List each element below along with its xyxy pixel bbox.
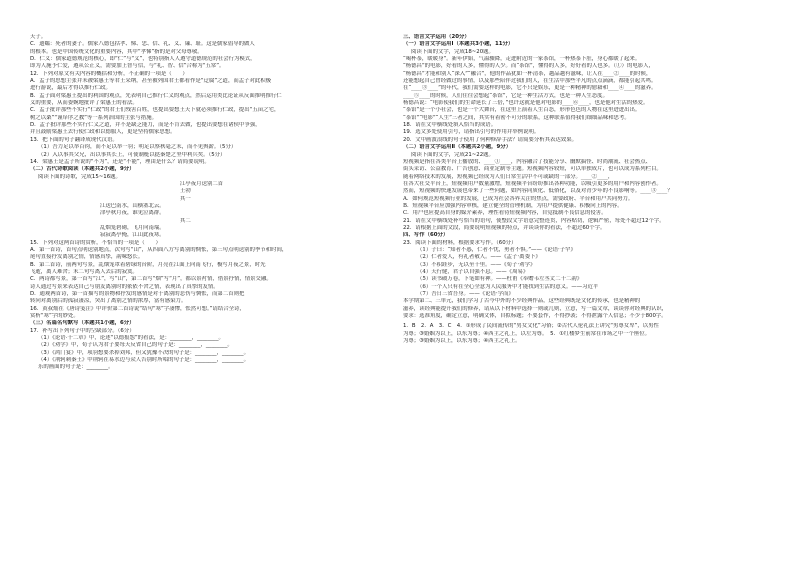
left-column-line: 义的重要，从而委婉地批评了梁惠王的看法。 (30, 100, 138, 107)
left-column-line: 13．把下面的句子翻译成现代汉语。 (30, 136, 118, 143)
right-column-line: （5）读书破万卷，下笔如有神。——杜甫《奉赠韦左丞丈二十二韵》 (417, 276, 583, 283)
left-column-line: （4）《荆轲刺秦王》中荆轲在易水边与众人告别时所唱的句子是：________，________。 (38, 357, 249, 364)
left-column-line: 江亭夜月送别二首 (180, 180, 224, 187)
right-column-line: 四、写作（60分） (403, 232, 449, 239)
right-column-line: 阅读下面的文字，完成21~22题。 (411, 151, 494, 158)
left-column-line: 转向对离别后的孤寂凄凉，突出了离别之情的浓厚，富有感染力。 (30, 298, 187, 305)
left-column-line: 12．下列对原文有关内容的概括和分析，不正确的一项是（ ） (30, 70, 188, 77)
left-column-line: 王勃 (180, 188, 191, 195)
right-column-line: （1）子曰：“知者不惑，仁者不忧，勇者不惧。”——《论语·子罕》 (417, 246, 576, 253)
left-column-line: （三）名篇名句默写（本题共1小题，6分） (30, 320, 135, 327)
left-column-line: （2）入以事其父兄，出以事其长上，可使制梃以挞秦楚之坚甲利兵矣。（5分） (38, 151, 226, 158)
left-column-line: B．第二首诗，前两句写景，乱烟笼罩着碧绿的台阶，月亮在江面上向南飞行，极写月夜之景，时光 (30, 261, 266, 268)
right-column-line: ____⑤____的时候，人们往往会想起“茶馆”，它是一种生活方式，也是一种人生态度。 (403, 92, 608, 99)
right-column-line: “杨德昌”才能和别人“深入”“融合”，他的作品犹如一杯清茶，越品越有滋味，让人在____②____的时候， (403, 70, 652, 77)
right-column (403, 34, 781, 345)
right-column-line: 三、语言文字运用（20分） (403, 34, 470, 40)
left-column-line: （3）《鸿门宴》中，项羽想要杀掉刘邦，但又犹豫不决的句子是：________，________。 (38, 349, 249, 356)
right-column-line: 20．文中画波浪线的句子使用了何种修辞手法？请简要分析其表达效果。 (403, 136, 577, 143)
right-column-line: （3）不积跬步，无以至千里。——《荀子·劝学》 (417, 261, 536, 268)
right-column-line: 为尊；③婚姻为以上，以东为尊；④西主之礼上。 (403, 338, 521, 345)
right-column-line: “茶馆”是一个小社会，也是一个大舞台，在这里上演着人生百态，形形色色的人物在这里进进出出。 (403, 107, 641, 114)
left-column-line: 乐的画面的句子是：________。 (38, 364, 114, 371)
right-column-line: （二）语言文字运用Ⅱ（本题共2小题，9分） (403, 144, 512, 151)
right-column-line: （2）仁者爱人，有礼者敬人。——《孟子·离娄下》 (417, 254, 541, 261)
right-column-line: 阅读下面的文字，完成18~20题。 (411, 48, 494, 55)
right-column-line: 随着网络技术的发展，短视频已经成为人们日常生活中不可或缺的一部分。____②____， (403, 173, 614, 180)
left-column-line: 的根本。也是中国传统文化的重要内容，其中“孝悌”指的是对父母尊敬。 (30, 48, 203, 55)
left-column-line: 江送巴南水，山横塞北云。 (100, 202, 165, 209)
right-column-line: “喝杯茶，暖暖身”。新年伊始，气温骤降，走进附近的一家茶馆，一杯热茶下肚，身心都暖了起来。 (403, 56, 641, 63)
left-column-line: 其二 (180, 217, 191, 224)
left-column-line: 乱烟笼碧砌，飞月向南端。 (100, 224, 165, 231)
right-column-line: 滋养，读经典能提升我们的修养，请从以下材料中选择一则或几则，立意，写一篇文章，谈谈你对经典的认识， (403, 305, 668, 312)
right-column-line: 街头采访、公益教育、广告创意、商业定制等主题。短视频内容较短，可以单独成片，也可以成为系列栏目。 (403, 166, 662, 173)
right-column-line: 1．B 2．A 3．C 4．①形成了民间流传的“男女文化”习俗；②古代人伦礼法上讲究“男尊女卑”，以男性 (403, 323, 659, 330)
right-column-line: A．如何规范短视频行业的发展，已成为社会各界关注的焦点，需要政府、平台和用户共同努力。 (403, 195, 634, 202)
left-column-line: 阅读下面的诗歌，完成15~16题。 (38, 173, 121, 180)
right-column-line: 杨德昌说：“电影使我们的生命延长了三倍，”也许这就是他对电影的____⑥____，也是他对生活的热爱。 (403, 100, 649, 107)
right-column-line: （7）吾日三省吾身。——《论语·学而》 (417, 291, 514, 298)
right-column-line: 为尊；③婚姻为以上，以东为尊；④西主之礼上，以左为尊。 5．①红楼梦生前常在市场之中一个座位。 (403, 330, 651, 337)
left-column-line: D．仁义：儒家道德规范的核心，即“仁”与“义”，也特别指人人遵守道德规范的社会行为模式， (30, 56, 256, 63)
left-column-line: 其一 (180, 195, 191, 202)
left-column-line: A．第一首诗，首句点明送别地点，次句写“山”，从四面八方写离别的惆怅，第三句点明送别的季节和时间， (30, 246, 288, 253)
left-column-line: C．两诗都写景，第一首写“江”，写“山”，第二首写“烟”写“月”，都以景衬情，借景抒情，情景交融。 (30, 276, 272, 283)
left-column-line: （1）吾力足以举百钧，而不足以举一羽；明足以察秋毫之末，而不见舆薪。（5分） (38, 144, 237, 151)
right-column-line: 19．选文多处使用引号，请指出引号的作用并举例说明。 (403, 129, 540, 136)
right-column-line: B．短视频平台应加强内容审核，建立健全的管理机制，为用户提供健康、积极向上的内容。 (403, 202, 623, 209)
right-column-line: 在各大社交平台上，短视频用户数量激增，短视频平台纷纷推出各种功能，以吸引更多的用户和内容创作者。 (403, 180, 662, 187)
right-column-line: 要求：选准角度，确定立意，明确文体，自拟标题；不要套作，不得抄袭；不得泄露个人信息；不少于800字。 (403, 313, 667, 320)
left-column-line: D．孟子批评那些不实行仁义之道，并不是缺乏能力，而是不肯去做，也提出要想在诸侯中争强， (30, 122, 261, 129)
right-column-line: （6）一个人只有在全心全意为人民服务中才能找到生活的意义。——习近平 (417, 283, 599, 290)
left-column-line: B．孟子面对梁惠王提出的利国的观点，先表明自己推行仁义的观点，然后运用类比论证从反面推明推行仁 (30, 92, 282, 99)
left-column-line: 即为人施予仁爱，遵从公正义，需要加上智与信，与“礼、智、信”合称为“五常”。 (30, 63, 225, 70)
right-column-line: （一）语言文字运用Ⅰ（本题共3小题，11分） (403, 41, 514, 48)
left-column-line: 津亭秋月夜，谁见泣离群。 (100, 210, 165, 217)
right-column-line: 21．请在文中横线处补写恰当的语句，使整段文字语意完整连贯，内容贴切，逻辑严密，每处不超过12个字。 (403, 217, 665, 224)
right-column-line: C．用户也应提高自身的媒介素养，理性看待短视频内容，自觉抵制不良信息的侵害。 (403, 210, 607, 217)
right-column-line: “杨德昌”的电影，好看的人多，懂得的人少。而“茶馆”，懂得的人多，好好看的人也多。（①）的电影人， (403, 63, 654, 70)
right-column-line: 短视频是指在各类平台上播放的、____①____，内容融合了技能分享、幽默搞怪、时尚潮流、社会热点、 (403, 158, 651, 165)
left-column-line: 树之以桑”“谨庠序之教”等一系列治国的主张与措施。 (30, 114, 157, 121)
left-column-line: （二）古代诗歌阅读（本题共2小题，9分） (30, 166, 135, 173)
right-column-line: 在“____③____”的年代，我们需要这样的电影，它不只是娱乐，更是一种精神的慰藉和____④____的滋养。 (403, 85, 657, 92)
left-column-line: 诗人通过写景来表达自己与朋友离别时的依依不舍之情，表现出了真挚的友情。 (30, 283, 219, 290)
left-column-line: 飞逝，离人难舍；末二句写离人去后的寂寞。 (30, 269, 138, 275)
right-column-line: 22．请根据上面的文段，简要说明短视频的特点，并谈谈你的看法，不超过60个字。 (403, 224, 606, 231)
left-column-line: 并且鼓励梁惠王去行使仁政和以德服人，更是坚持儒家思想。 (30, 129, 176, 136)
right-column-line: 还能想起自己曾经做过的事情，以及那些陪伴过我们的人，在生活中那些平凡的点点滴滴，都能引起共鸣。 (403, 78, 657, 85)
left-column-line: A．孟子的思想主张并未被梁惠王等君王采纳，甚至被列国君王都看作是“迂腐”之道，而孟子对此积极 (30, 78, 272, 85)
left-column-line: D．通观两首诗，第一首描写的景物和抒发的感情是对于离别的悲伤与惆怅，而第二首则把 (30, 291, 245, 298)
left-column-line: 16．黄叔灿在《唐诗笺注》中评价第二首诗说“结句“寒”字凄惨，怅然可想。”请结合全诗， (30, 305, 245, 312)
left-column-line: 进行游说，最后才得以推行仁政。 (30, 85, 111, 92)
left-column-line: 尾句直接抒发离别之情，情感真挚，韵味悠长。 (30, 254, 144, 261)
right-column-line: 然而，短视频的快速发展也带来了一些问题，如内容同质化、低俗化，以及对青少年的不良影响等。____③____？ (403, 188, 673, 195)
left-column-line: 14．梁惠王是孟子所说的“不为”，还是“不能”，理由是什么？请简要说明。 (30, 158, 210, 165)
right-column-line: “茶馆”“电影”“人生”三者之间，其实有着密不可分的联系，这种联系值得我们细细品味和思考。 (403, 114, 630, 121)
left-column-line: 17．补写出下列句子中的空缺部分。（6分） (30, 327, 135, 334)
left-column-line: C．孟子批评那些不实行“仁政”的君王们残害百姓，也提出要想王天下就必须推行仁政，提出“五亩之宅， (30, 107, 280, 114)
left-column-line: 天子。 (30, 34, 47, 40)
left-column-line: 寂寂离亭掩，江山此夜寒。 (100, 232, 165, 239)
left-column-line: 赏析“寒”字的妙处。 (30, 313, 79, 320)
left-column-line: 15．下列对这两首诗的赏析，不恰当的一项是（ ） (30, 239, 161, 246)
right-column-line: 23．阅读下面的材料，根据要求写作。（60分） (403, 239, 517, 246)
left-column-line: （1）《论语·十二章》中，论述“以德报怨”的看法，是：________，________。 (38, 335, 224, 342)
right-column-line: （4）天行健，君子以自强不息。——《周易》 (417, 269, 529, 275)
right-column-line: 18．请在文中横线处填入恰当的成语。 (403, 122, 497, 129)
left-column-line: C．遗孀：死者的妻子。儒家八德包括孝、悌、忠、信、礼、义、廉、耻。这是儒家倡导的做人 (30, 41, 255, 48)
left-column-line: （2）《劝学》中，荀子认为君子要每天反省自己的句子是：________，________。 (38, 342, 233, 349)
right-column-line: 本学期第二、三单元，我们学习了古今中外的不少经典作品，这些经典既是文化的传承，也是精神的 (403, 298, 641, 305)
left-column (30, 34, 408, 372)
